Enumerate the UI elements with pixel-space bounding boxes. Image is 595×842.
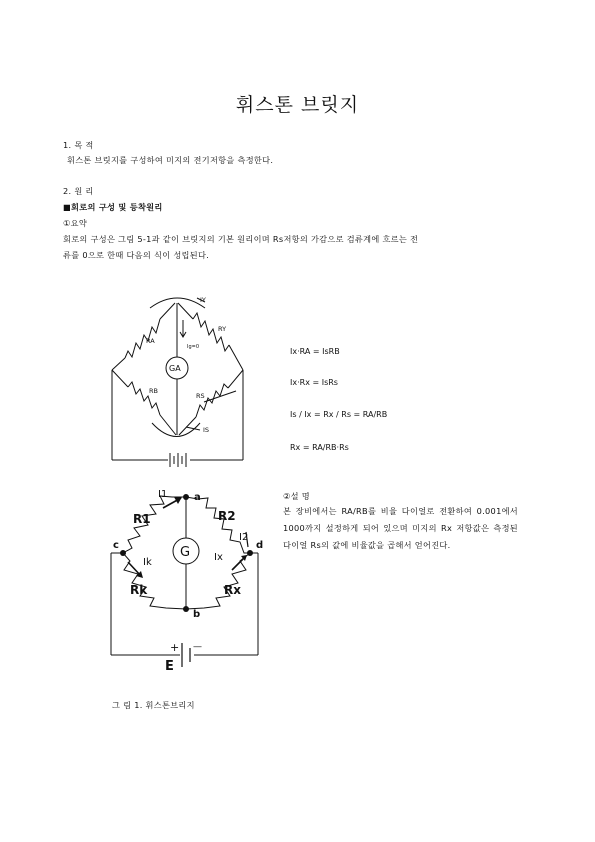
summary-line-2: 류를 0으로 한때 다음의 식이 성립된다.	[63, 250, 210, 260]
label-ry: RY	[218, 325, 227, 333]
label-ik: Ik	[143, 557, 152, 568]
resistor-rb	[128, 382, 160, 415]
label-a: a	[194, 492, 201, 503]
summary-line-1: 회로의 구성은 그림 5-1과 같이 브릿지의 기본 원리이며 Rs저항의 가감으로 검류계에 흐르는 전	[63, 234, 419, 244]
principle-heading: 2. 원 리	[63, 186, 94, 196]
formula-3: Is / Ix = Rx / Rs = RA/RB	[290, 410, 388, 419]
label-rx: Rx	[224, 583, 241, 597]
label-g: G	[180, 545, 191, 560]
resistor-rs	[196, 384, 228, 417]
label-minus: —	[193, 642, 202, 652]
label-rb: RB	[149, 387, 158, 395]
label-ga: GA	[169, 364, 181, 373]
label-r1: R1	[133, 512, 151, 526]
resistor-rx	[186, 553, 250, 609]
formula-1: Ix·RA = IsRB	[290, 347, 340, 356]
resistor-r1	[123, 496, 186, 553]
figure-caption: 그 림 1. 휘스톤브리지	[112, 700, 195, 710]
explanation-heading: ②설 명	[283, 491, 310, 501]
sub-heading: ■회로의 구성 및 등착원리	[63, 202, 163, 212]
resistor-rk	[123, 553, 186, 609]
label-c: c	[113, 540, 119, 551]
explanation-text: 본 장비에서는 RA/RB를 비율 다이얼로 전환하여 0.001에서 1000까지 설정하게 되어 있으며 미지의 Rx 저항값은 측정된 다이얼 Rs의 값에 비율값을 곱해서 얻어진다.	[283, 506, 518, 550]
formula-2: Ix·Rx = IsRs	[290, 378, 338, 387]
label-d: d	[256, 540, 264, 551]
label-is: IS	[203, 426, 210, 434]
label-r2: R2	[218, 509, 236, 523]
label-i1: I1	[158, 489, 168, 500]
label-ra: RA	[146, 337, 155, 345]
label-iy: IY	[200, 296, 206, 304]
page-title: 휘스톤 브릿지	[235, 94, 360, 116]
label-ig: Ig=0	[187, 344, 200, 350]
purpose-heading: 1. 목 적	[63, 140, 94, 150]
summary-heading: ①요약	[63, 218, 88, 228]
label-ix: Ix	[214, 552, 223, 563]
formula-4: Rx = RA/RB·Rs	[290, 443, 349, 452]
label-rk: Rk	[130, 583, 148, 597]
purpose-text: 휘스톤 브릿지를 구성하여 미지의 전기저항을 측정한다.	[67, 155, 274, 165]
resistor-ra	[125, 319, 160, 358]
label-i2: I2	[239, 532, 249, 543]
label-rs: RS	[196, 392, 205, 400]
label-e: E	[165, 659, 174, 674]
label-plus: +	[170, 641, 180, 654]
label-b: b	[193, 609, 201, 620]
resistor-r2	[186, 497, 250, 553]
resistor-ry	[193, 313, 229, 351]
